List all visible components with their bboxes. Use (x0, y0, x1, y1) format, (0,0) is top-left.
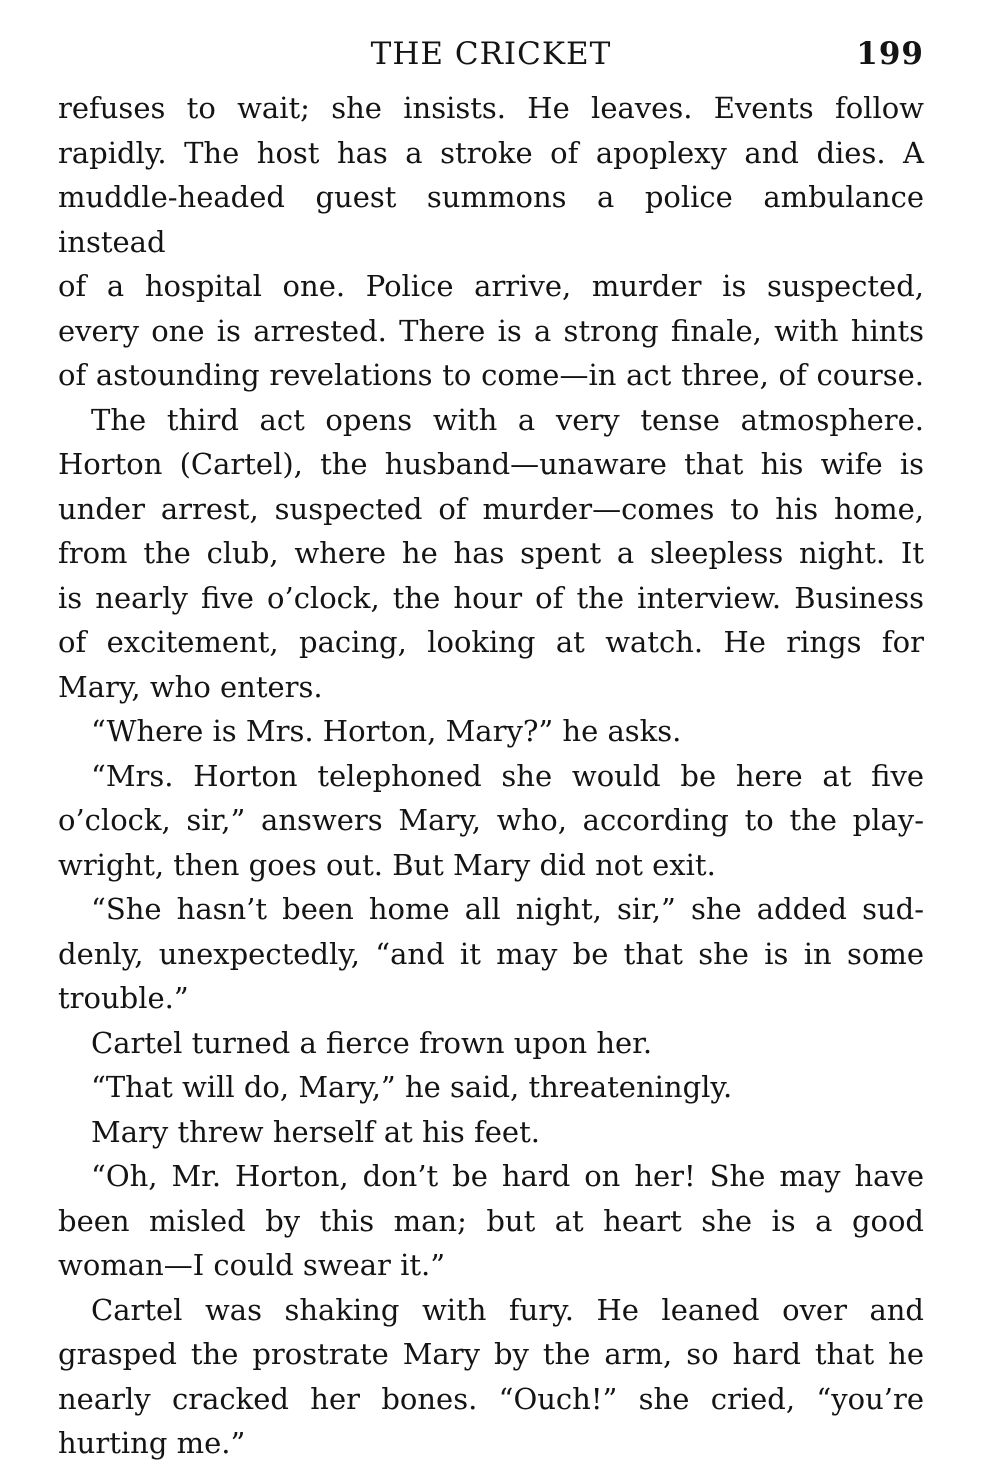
text-line: been misled by this man; but at heart she is a good (58, 1203, 924, 1238)
paragraph (58, 887, 924, 1021)
text-line: The third act opens with a very tense atmosphere. (91, 402, 924, 437)
text-line: “Mrs. Horton telephoned she would be here at five (91, 758, 924, 793)
text-line: hurting me.” (58, 1426, 246, 1460)
text-line: o’clock, sir,” answers Mary, who, according to the play- (58, 803, 924, 837)
page-number: 199 (856, 36, 924, 72)
running-title: THE CRICKET (370, 36, 612, 72)
text-line: Horton (Cartel), the husband—unaware that his wife is (58, 447, 924, 481)
text-line: grasped the prostrate Mary by the arm, so hard that he (58, 1337, 924, 1371)
text-line: refuses to wait; she insists. He leaves. Events follow (58, 91, 924, 125)
book-page (58, 30, 924, 1466)
text-line: every one is arrested. There is a strong finale, with hints (58, 313, 924, 348)
text-line: Cartel was shaking with fury. He leaned over and (91, 1292, 924, 1327)
paragraph (58, 398, 924, 710)
text-line: Mary threw herself at his feet. (91, 1114, 540, 1149)
text-line: of excitement, pacing, looking at watch. He rings for (58, 625, 924, 659)
text-line: trouble.” (58, 981, 189, 1015)
text-line: nearly cracked her bones. “Ouch!” she cried, “you’re (58, 1381, 924, 1416)
text-line: under arrest, suspected of murder—comes to his home, (58, 491, 924, 526)
body-text (58, 86, 924, 1466)
text-line: muddle-headed guest summons a police ambulance instead (58, 180, 924, 259)
text-line: “That will do, Mary,” he said, threateningly. (91, 1070, 733, 1104)
text-line: wright, then goes out. But Mary did not exit. (58, 847, 716, 882)
text-line: rapidly. The host has a stroke of apoplexy and dies. A (58, 135, 924, 170)
text-line: is nearly five o’clock, the hour of the interview. Business (58, 580, 924, 615)
paragraph (58, 709, 924, 754)
paragraph (58, 86, 924, 398)
text-line: Mary, who enters. (58, 669, 323, 704)
paragraph (58, 1110, 924, 1155)
text-line: woman—I could swear it.” (58, 1248, 446, 1282)
paragraph (58, 1154, 924, 1288)
text-line: from the club, where he has spent a sleepless night. It (58, 536, 924, 570)
text-line: of astounding revelations to come—in act three, of course. (58, 358, 924, 392)
text-line: “Where is Mrs. Horton, Mary?” he asks. (91, 714, 682, 748)
paragraph (58, 1065, 924, 1110)
text-line: of a hospital one. Police arrive, murder is suspected, (58, 269, 924, 303)
text-line: denly, unexpectedly, “and it may be that she is in some (58, 936, 924, 971)
text-line: “She hasn’t been home all night, sir,” she added sud- (91, 892, 924, 926)
paragraph (58, 754, 924, 888)
running-head (58, 30, 924, 86)
text-line: “Oh, Mr. Horton, don’t be hard on her! She may have (91, 1159, 924, 1193)
text-line: Cartel turned a fierce frown upon her. (91, 1025, 653, 1060)
paragraph (58, 1288, 924, 1466)
paragraph (58, 1021, 924, 1066)
